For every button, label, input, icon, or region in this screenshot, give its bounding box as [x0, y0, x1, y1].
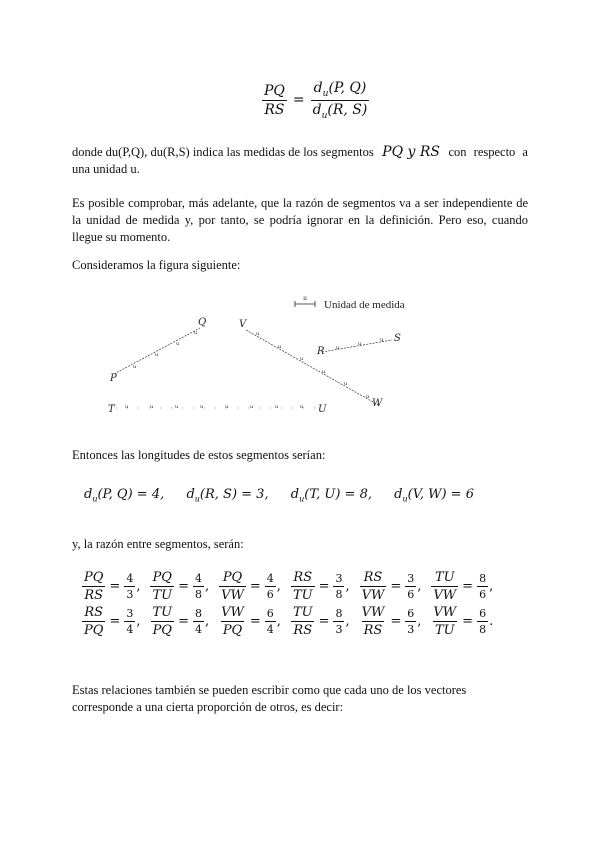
ratio-symbolic — [360, 605, 387, 638]
ratio-tu-vw — [431, 570, 499, 603]
unit-label: Unidad de medida — [324, 299, 405, 311]
ratio-separator: , — [345, 614, 350, 629]
ratio-symbolic — [82, 570, 105, 603]
ratio-den: PQ — [84, 623, 104, 638]
ratio-num: VW — [433, 605, 457, 620]
tu-tick-6: u — [250, 404, 254, 410]
ratio-num: PQ — [152, 570, 172, 585]
pq-tick-1: u — [133, 364, 137, 370]
ratio-vw-pq — [219, 605, 287, 638]
ratio-value-num: 8 — [335, 607, 343, 620]
ratio-num: TU — [434, 570, 455, 585]
ratios-row-2 — [82, 605, 494, 638]
ratio-den: PQ — [222, 623, 243, 638]
length-tu — [291, 487, 372, 504]
ratio-value — [265, 607, 276, 636]
ratio-num: TU — [152, 605, 173, 620]
definition-lhs — [262, 83, 287, 118]
length-tu-d: d — [290, 487, 300, 502]
ratio-value-den: 6 — [407, 588, 415, 601]
ratio-symbolic — [431, 605, 458, 638]
ratio-vw-tu — [431, 605, 499, 638]
definition-formula — [262, 80, 369, 121]
paragraph-2: Es posible comprobar, más adelante, que la razón de segmentos va a ser independiente de la unidad de medida y, por tanto, se podría ignorar en la definición. Pero eso, cuando llegue su momento. — [72, 196, 528, 244]
ratio-value-den: 3 — [335, 623, 343, 636]
ratio-value — [193, 572, 204, 601]
pq-tick-3: u — [176, 341, 180, 347]
ratio-num: PQ — [222, 570, 243, 585]
length-pq — [84, 487, 164, 504]
rhs-num-d: d — [313, 80, 323, 96]
ratio-symbolic — [360, 570, 387, 603]
segment-vw — [239, 319, 383, 409]
definition-lhs-num: PQ — [264, 82, 285, 99]
pq-tick-2: u — [155, 352, 159, 358]
point-q-label: Q — [198, 317, 207, 328]
point-s-label: S — [394, 333, 401, 344]
ratio-value-num: 4 — [195, 572, 202, 585]
ratio-vw-rs — [360, 605, 428, 638]
ratio-separator: , — [345, 579, 350, 594]
paragraph-3: Consideramos la figura siguiente: — [72, 258, 241, 272]
ratio-den: RS — [293, 623, 313, 638]
ratio-pq-tu — [150, 570, 215, 603]
ratio-value — [477, 607, 488, 636]
segment-pq — [109, 317, 206, 384]
ratio-tu-pq — [150, 605, 215, 638]
ratio-value-num: 3 — [126, 607, 134, 620]
vw-tick-2: u — [278, 344, 282, 350]
ratio-equals: = — [249, 579, 261, 594]
rs-tick-2: u — [358, 341, 362, 347]
definition-rhs-den — [311, 100, 370, 121]
ratio-num: RS — [84, 605, 104, 620]
ratio-symbolic — [291, 570, 315, 603]
length-pq-sub: u — [92, 494, 98, 504]
definition-rhs — [311, 80, 370, 121]
ratio-value-den: 4 — [195, 623, 202, 636]
rhs-num-sub: u — [322, 88, 329, 99]
rs-tick-3: u — [380, 337, 384, 343]
ratio-value-num: 8 — [195, 607, 202, 620]
ratio-equals: = — [249, 614, 261, 629]
ratio-value-num: 6 — [479, 607, 487, 620]
vw-tick-6: u — [366, 394, 370, 400]
ratios-row-1 — [82, 570, 494, 603]
ratio-equals: = — [178, 614, 189, 629]
ratio-value-den: 3 — [126, 588, 134, 601]
ratio-separator: , — [205, 614, 210, 629]
ratio-pq-rs — [82, 570, 146, 603]
ratio-separator: , — [417, 579, 422, 594]
definition-equals: = — [292, 92, 305, 109]
tu-tick-8: u — [300, 404, 304, 410]
length-tu-sub: u — [299, 494, 305, 504]
point-t-label: T — [108, 404, 115, 415]
ratio-den: TU — [152, 588, 173, 603]
definition-rhs-num — [312, 80, 369, 100]
ratio-value — [477, 572, 488, 601]
ratio-value — [124, 572, 135, 601]
length-vw-d: d — [394, 487, 403, 502]
length-pq-args: (P, Q) = 4, — [97, 487, 165, 502]
ratio-equals: = — [109, 579, 121, 594]
segment-tu — [108, 404, 327, 415]
length-pq-d: d — [84, 487, 93, 502]
ratio-value-num: 4 — [126, 572, 134, 585]
ratio-value-num: 6 — [266, 607, 274, 620]
lengths-row — [84, 487, 474, 504]
segment-rs — [316, 333, 401, 357]
ratio-value-num: 4 — [266, 572, 274, 585]
ratio-num: RS — [293, 570, 313, 585]
ratio-rs-vw — [360, 570, 428, 603]
ratio-separator: , — [276, 579, 281, 594]
rhs-den-sub: u — [321, 110, 328, 121]
ratio-equals: = — [318, 579, 330, 594]
ratio-value — [333, 572, 344, 601]
ratio-den: PQ — [152, 623, 172, 638]
ratio-value-den: 6 — [479, 588, 487, 601]
tu-tick-7: u — [275, 404, 279, 410]
ratio-symbolic — [219, 605, 246, 638]
length-vw-sub: u — [402, 494, 408, 504]
ratio-symbolic — [150, 570, 174, 603]
tu-tick-2: u — [150, 404, 154, 410]
paragraph-1-math: PQ y RS — [382, 144, 441, 160]
tu-tick-4: u — [200, 404, 204, 410]
tu-tick-3: u — [175, 404, 179, 410]
point-u-label: U — [318, 404, 327, 415]
tu-tick-1: u — [125, 404, 129, 410]
ratio-rs-pq — [82, 605, 146, 638]
ratio-num: PQ — [84, 570, 104, 585]
ratio-den: TU — [292, 588, 313, 603]
ratio-value — [405, 607, 416, 636]
definition-lhs-den: RS — [264, 101, 285, 118]
ratio-value — [124, 607, 135, 636]
length-vw — [394, 487, 474, 504]
ratio-num: RS — [363, 570, 383, 585]
ratio-value-num: 8 — [479, 572, 487, 585]
ratio-separator: , — [136, 614, 141, 629]
paragraph-1-text-c: una unidad u. — [72, 162, 140, 176]
ratio-value-den: 8 — [335, 588, 343, 601]
ratio-value-den: 6 — [266, 588, 274, 601]
rhs-den-d: d — [312, 101, 322, 118]
length-rs-args: (R, S) = 3, — [199, 487, 269, 502]
unit-tick-label: u — [303, 295, 307, 302]
ratio-value-num: 3 — [407, 572, 415, 585]
tu-tick-5: u — [225, 404, 229, 410]
length-rs — [186, 487, 268, 504]
paragraph-1-text-a: donde du(P,Q), du(R,S) indica las medidas de los segmentos — [72, 145, 374, 159]
ratio-value-num: 3 — [335, 572, 343, 585]
rhs-num-args: (P, Q) — [328, 80, 367, 96]
vw-tick-5: u — [344, 381, 348, 387]
length-vw-args: (V, W) = 6 — [407, 487, 474, 502]
ratio-den: RS — [363, 623, 383, 638]
ratio-symbolic — [219, 570, 246, 603]
ratio-den: TU — [434, 623, 455, 638]
ratio-value-den: 8 — [479, 623, 487, 636]
ratio-den: RS — [84, 588, 104, 603]
length-rs-sub: u — [194, 494, 200, 504]
ratio-separator: , — [205, 579, 210, 594]
vw-tick-1: u — [256, 331, 260, 337]
paragraph-5: y, la razón entre segmentos, serán: — [72, 537, 244, 551]
ratio-value-num: 6 — [407, 607, 415, 620]
ratio-num: VW — [221, 605, 244, 620]
ratio-value-den: 4 — [266, 623, 274, 636]
point-r-label: R — [317, 346, 325, 357]
point-w-label: W — [372, 398, 383, 409]
pq-tick-4: u — [194, 330, 198, 336]
ratio-symbolic — [291, 605, 315, 638]
ratio-separator: , — [489, 579, 494, 594]
paragraph-4: Entonces las longitudes de estos segmentos serían: — [72, 448, 326, 462]
ratio-value — [333, 607, 344, 636]
segments-figure — [100, 288, 440, 438]
ratio-den: VW — [221, 588, 244, 603]
length-tu-args: (T, U) = 8, — [304, 487, 372, 502]
point-v-label: V — [239, 319, 247, 330]
ratio-symbolic — [431, 570, 458, 603]
ratio-tu-rs — [291, 605, 356, 638]
ratio-value-den: 4 — [126, 623, 134, 636]
ratio-num: VW — [361, 605, 385, 620]
ratio-symbolic — [150, 605, 174, 638]
paragraph-6: Estas relaciones también se pueden escribir como que cada uno de los vectores corresponde a una cierta proporción de otros, es decir: — [72, 683, 467, 714]
ratio-equals: = — [462, 614, 474, 629]
rs-tick-1: u — [336, 345, 340, 351]
vw-tick-3: u — [300, 356, 304, 362]
point-p-label: P — [110, 373, 117, 384]
ratio-equals: = — [318, 614, 330, 629]
ratio-equals: = — [462, 579, 474, 594]
ratio-value — [193, 607, 204, 636]
ratio-num: TU — [292, 605, 313, 620]
ratio-equals: = — [390, 614, 402, 629]
ratio-separator: , — [417, 614, 422, 629]
segment-pq-line — [114, 328, 200, 374]
length-rs-d: d — [186, 487, 195, 502]
paragraph-1-text-b: con respecto a — [448, 145, 528, 159]
ratio-equals: = — [109, 614, 121, 629]
rhs-den-args: (R, S) — [327, 101, 368, 118]
paragraph-1 — [72, 144, 528, 178]
ratio-separator: , — [276, 614, 281, 629]
ratio-value-den: 3 — [407, 623, 415, 636]
ratio-value — [405, 572, 416, 601]
vw-tick-4: u — [322, 369, 326, 375]
ratio-separator: , — [136, 579, 141, 594]
ratio-symbolic — [82, 605, 105, 638]
ratio-equals: = — [390, 579, 402, 594]
ratio-separator: . — [489, 614, 494, 629]
unit-measure — [295, 295, 405, 311]
ratio-value — [265, 572, 276, 601]
ratio-pq-vw — [219, 570, 287, 603]
ratio-equals: = — [178, 579, 189, 594]
ratio-value-den: 8 — [195, 588, 202, 601]
ratio-den: VW — [433, 588, 457, 603]
ratio-den: VW — [361, 588, 385, 603]
ratio-rs-tu — [291, 570, 356, 603]
